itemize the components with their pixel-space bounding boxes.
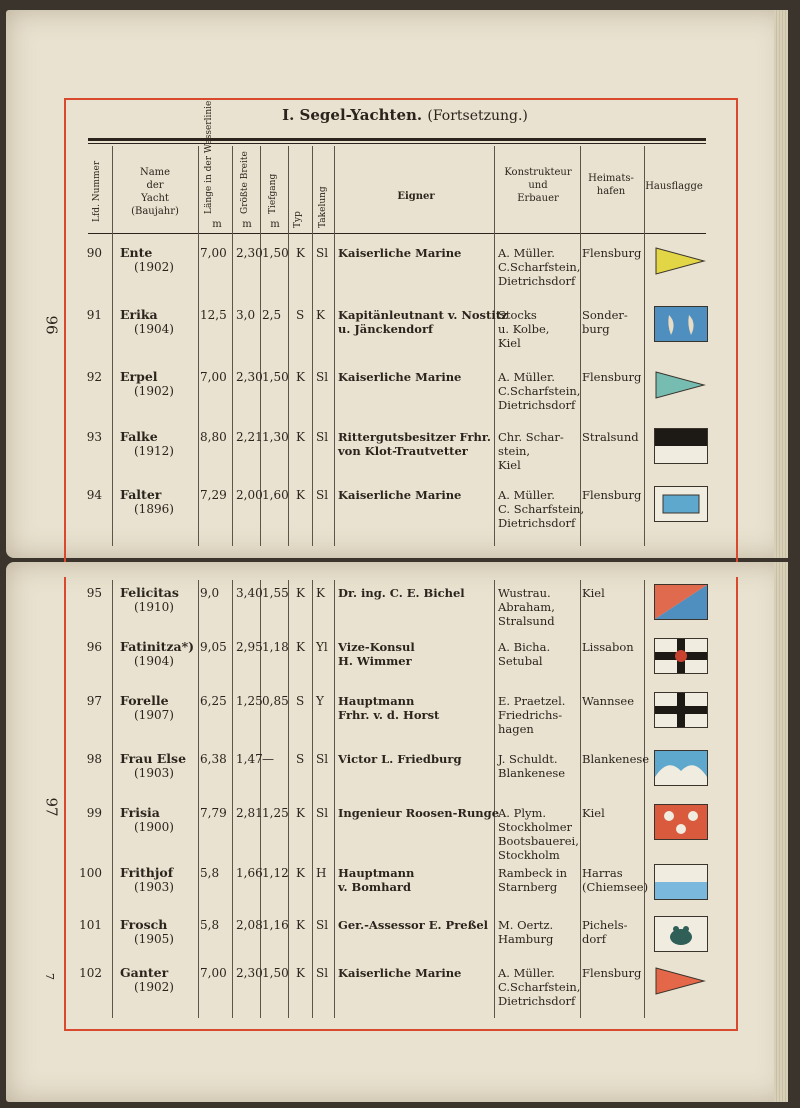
column-line bbox=[232, 146, 233, 546]
column-line bbox=[644, 146, 645, 546]
breite-value: 2,30 bbox=[236, 966, 263, 980]
header-nr: Lfd. Nummer bbox=[92, 160, 102, 222]
breite-value: 3,40 bbox=[236, 586, 263, 600]
builder-line: Dietrichsdorf bbox=[498, 516, 576, 530]
column-line bbox=[334, 146, 335, 546]
takelung-value: K bbox=[316, 586, 325, 600]
takelung-value: Sl bbox=[316, 370, 329, 384]
builder-line: A. Müller. bbox=[498, 370, 555, 384]
yacht-year: (1903) bbox=[134, 766, 174, 780]
laenge-value: 8,80 bbox=[200, 430, 227, 444]
yacht-name: Frau Else bbox=[120, 751, 187, 766]
yacht-name: Erika bbox=[120, 307, 158, 322]
builder-line: hagen bbox=[498, 722, 534, 736]
column-line bbox=[260, 146, 261, 546]
takelung-value: Sl bbox=[316, 966, 329, 980]
tiefgang-value: 2,5 bbox=[262, 308, 282, 322]
port-line: Blankenese bbox=[582, 752, 650, 766]
builder-line: Wustrau. bbox=[498, 586, 551, 600]
laenge-value: 7,00 bbox=[200, 246, 227, 260]
header-name bbox=[112, 166, 198, 218]
header-heimat bbox=[580, 172, 642, 198]
builder-line: J. Schuldt. bbox=[498, 752, 558, 766]
typ-value: K bbox=[296, 430, 305, 444]
column-line bbox=[198, 580, 199, 1018]
port-line: Kiel bbox=[582, 806, 605, 820]
typ-value: S bbox=[296, 694, 305, 708]
tiefgang-value: — bbox=[262, 752, 274, 766]
header-flagge: Hausflagge bbox=[645, 181, 703, 192]
port-line: burg bbox=[582, 322, 610, 336]
typ-value: K bbox=[296, 488, 305, 502]
port-line: Sonder- bbox=[582, 308, 628, 322]
builder-line: Stocks bbox=[498, 308, 537, 322]
page-edge bbox=[774, 562, 788, 1102]
port-line: dorf bbox=[582, 932, 607, 946]
tiefgang-value: 1,12 bbox=[262, 866, 289, 880]
header-typ: Typ bbox=[293, 211, 303, 228]
port-line: Lissabon bbox=[582, 640, 634, 654]
builder-line: A. Plym. bbox=[498, 806, 547, 820]
builder-line: Rambeck in bbox=[498, 866, 567, 880]
column-line bbox=[580, 580, 581, 1018]
owner-line: Hauptmann bbox=[338, 694, 415, 708]
builder-line: u. Kolbe, bbox=[498, 322, 550, 336]
column-line bbox=[198, 146, 199, 546]
port-line: (Chiemsee) bbox=[582, 880, 649, 894]
yacht-year: (1902) bbox=[134, 260, 174, 274]
builder-line: Stockholmer bbox=[498, 820, 573, 834]
page-number: 97 bbox=[42, 797, 61, 817]
row-number: 96 bbox=[86, 640, 102, 654]
builder-line: stein, bbox=[498, 444, 531, 458]
port-line: Harras bbox=[582, 866, 623, 880]
title-rule bbox=[88, 138, 706, 141]
house-flag-icon bbox=[654, 584, 708, 620]
yacht-year: (1904) bbox=[134, 654, 174, 668]
yacht-name: Ente bbox=[120, 245, 153, 260]
laenge-value: 9,0 bbox=[200, 586, 220, 600]
owner-line: Rittergutsbesitzer Frhr. bbox=[338, 430, 491, 444]
row-number: 92 bbox=[86, 370, 102, 384]
header-tiefgang-unit: m bbox=[270, 219, 280, 230]
row-number: 91 bbox=[86, 308, 102, 322]
port-line: Wannsee bbox=[582, 694, 635, 708]
takelung-value: Y bbox=[316, 694, 324, 708]
yacht-year: (1902) bbox=[134, 980, 174, 994]
laenge-value: 7,00 bbox=[200, 966, 227, 980]
port-line: Flensburg bbox=[582, 246, 642, 260]
breite-value: 3,0 bbox=[236, 308, 256, 322]
signature-mark: 7 bbox=[43, 973, 56, 980]
yacht-year: (1904) bbox=[134, 322, 174, 336]
tiefgang-value: 1,18 bbox=[262, 640, 289, 654]
column-line bbox=[288, 146, 289, 546]
breite-value: 2,30 bbox=[236, 370, 263, 384]
tiefgang-value: 1,30 bbox=[262, 430, 289, 444]
builder-line: Dietrichsdorf bbox=[498, 398, 576, 412]
owner-line: von Klot-Trautvetter bbox=[338, 444, 468, 458]
builder-line: Blankenese bbox=[498, 766, 566, 780]
typ-value: K bbox=[296, 586, 305, 600]
yacht-year: (1902) bbox=[134, 384, 174, 398]
column-line bbox=[312, 146, 313, 546]
tiefgang-value: 1,55 bbox=[262, 586, 289, 600]
header-heimat-line: hafen bbox=[596, 186, 626, 197]
house-flag-icon bbox=[654, 244, 706, 278]
tiefgang-value: 1,50 bbox=[262, 966, 289, 980]
laenge-value: 6,38 bbox=[200, 752, 227, 766]
laenge-value: 7,79 bbox=[200, 806, 227, 820]
header-breite-unit: m bbox=[242, 219, 252, 230]
row-number: 97 bbox=[86, 694, 102, 708]
yacht-name: Forelle bbox=[120, 693, 169, 708]
owner-line: Kaiserliche Marine bbox=[338, 966, 462, 980]
owner-line: Ger.-Assessor E. Preßel bbox=[338, 918, 489, 932]
laenge-value: 7,29 bbox=[200, 488, 227, 502]
breite-value: 2,00 bbox=[236, 488, 263, 502]
builder-line: Starnberg bbox=[498, 880, 558, 894]
owner-line: H. Wimmer bbox=[338, 654, 412, 668]
row-number: 102 bbox=[79, 966, 102, 980]
owner-line: Dr. ing. C. E. Bichel bbox=[338, 586, 465, 600]
header-takelung: Takelung bbox=[318, 186, 328, 228]
row-number: 99 bbox=[86, 806, 102, 820]
breite-value: 2,95 bbox=[236, 640, 263, 654]
yacht-name: Ganter bbox=[120, 965, 169, 980]
yacht-year: (1910) bbox=[134, 600, 174, 614]
laenge-value: 5,8 bbox=[200, 866, 220, 880]
laenge-value: 12,5 bbox=[200, 308, 227, 322]
takelung-value: Sl bbox=[316, 918, 329, 932]
takelung-value: Sl bbox=[316, 752, 329, 766]
yacht-name: Falke bbox=[120, 429, 158, 444]
builder-line: A. Bicha. bbox=[498, 640, 551, 654]
header-tiefgang: Tiefgang bbox=[268, 173, 278, 214]
port-line: Kiel bbox=[582, 586, 605, 600]
builder-line: C.Scharfstein, bbox=[498, 980, 581, 994]
header-konstrukteur-line: Konstrukteur bbox=[504, 167, 572, 178]
breite-value: 2,81 bbox=[236, 806, 263, 820]
header-heimat-line: Heimats- bbox=[588, 173, 634, 184]
builder-line: A. Müller. bbox=[498, 488, 555, 502]
page-number: 96 bbox=[42, 315, 61, 335]
typ-value: K bbox=[296, 640, 305, 654]
owner-line: u. Jänckendorf bbox=[338, 322, 433, 336]
house-flag-icon bbox=[654, 428, 708, 464]
row-number: 90 bbox=[86, 246, 102, 260]
builder-line: Kiel bbox=[498, 458, 521, 472]
builder-line: E. Praetzel. bbox=[498, 694, 566, 708]
port-line: Flensburg bbox=[582, 488, 642, 502]
header-konstrukteur-line: Erbauer bbox=[517, 193, 559, 204]
takelung-value: Sl bbox=[316, 488, 329, 502]
house-flag-icon bbox=[654, 964, 706, 998]
column-line bbox=[112, 146, 113, 546]
yacht-name: Erpel bbox=[120, 369, 158, 384]
header-name-line: Name bbox=[139, 167, 171, 178]
page-title bbox=[80, 106, 730, 124]
typ-value: K bbox=[296, 918, 305, 932]
column-line bbox=[232, 580, 233, 1018]
builder-line: M. Oertz. bbox=[498, 918, 554, 932]
yacht-year: (1912) bbox=[134, 444, 174, 458]
yacht-name: Frisia bbox=[120, 805, 160, 820]
title-note: (Fortsetzung.) bbox=[427, 108, 528, 124]
house-flag-icon bbox=[654, 638, 708, 674]
breite-value: 1,47 bbox=[236, 752, 263, 766]
tiefgang-value: 0,85 bbox=[262, 694, 289, 708]
owner-line: Frhr. v. d. Horst bbox=[338, 708, 440, 722]
header-name-line: Yacht bbox=[141, 193, 169, 204]
yacht-name: Fatinitza*) bbox=[120, 639, 195, 654]
builder-line: Hamburg bbox=[498, 932, 554, 946]
port-line: Flensburg bbox=[582, 966, 642, 980]
title-rule-thin bbox=[88, 143, 706, 144]
laenge-value: 9,05 bbox=[200, 640, 227, 654]
yacht-name: Frosch bbox=[120, 917, 168, 932]
port-line: Pichels- bbox=[582, 918, 628, 932]
yacht-year: (1905) bbox=[134, 932, 174, 946]
row-number: 98 bbox=[86, 752, 102, 766]
yacht-name: Falter bbox=[120, 487, 162, 502]
builder-line: Chr. Schar- bbox=[498, 430, 564, 444]
builder-line: C.Scharfstein, bbox=[498, 384, 581, 398]
header-name-line: der bbox=[146, 180, 164, 191]
builder-line: Dietrichsdorf bbox=[498, 274, 576, 288]
house-flag-icon bbox=[654, 804, 708, 840]
house-flag-icon bbox=[654, 306, 708, 342]
tiefgang-value: 1,60 bbox=[262, 488, 289, 502]
header-breite: Größte Breite bbox=[240, 151, 250, 214]
header-rule bbox=[88, 233, 706, 234]
builder-line: Dietrichsdorf bbox=[498, 994, 576, 1008]
tiefgang-value: 1,50 bbox=[262, 370, 289, 384]
yacht-year: (1907) bbox=[134, 708, 174, 722]
owner-line: Hauptmann bbox=[338, 866, 415, 880]
builder-line: Stockholm bbox=[498, 848, 560, 862]
row-number: 100 bbox=[79, 866, 102, 880]
header-konstrukteur bbox=[496, 166, 580, 205]
builder-line: A. Müller. bbox=[498, 246, 555, 260]
column-line bbox=[644, 580, 645, 1018]
row-number: 95 bbox=[86, 586, 102, 600]
owner-line: v. Bomhard bbox=[338, 880, 412, 894]
builder-line: Bootsbauerei, bbox=[498, 834, 579, 848]
header-eigner: Eigner bbox=[397, 191, 435, 202]
title-main: I. Segel-Yachten. bbox=[282, 106, 423, 124]
owner-line: Ingenieur Roosen-Runge bbox=[338, 806, 500, 820]
yacht-year: (1903) bbox=[134, 880, 174, 894]
typ-value: S bbox=[296, 308, 305, 322]
breite-value: 2,30 bbox=[236, 246, 263, 260]
page-96 bbox=[6, 10, 788, 558]
row-number: 94 bbox=[86, 488, 102, 502]
row-number: 101 bbox=[79, 918, 102, 932]
house-flag-icon bbox=[654, 916, 708, 952]
owner-line: Kaiserliche Marine bbox=[338, 488, 462, 502]
port-line: Stralsund bbox=[582, 430, 639, 444]
owner-line: Vize-Konsul bbox=[338, 640, 415, 654]
header-konstrukteur-line: und bbox=[528, 180, 548, 191]
typ-value: K bbox=[296, 246, 305, 260]
takelung-value: Sl bbox=[316, 430, 329, 444]
column-line bbox=[494, 146, 495, 546]
yacht-name: Felicitas bbox=[120, 585, 179, 600]
page-edge bbox=[774, 10, 788, 558]
breite-value: 1,66 bbox=[236, 866, 263, 880]
house-flag-icon bbox=[654, 750, 708, 786]
takelung-value: H bbox=[316, 866, 327, 880]
builder-line: C. Scharfstein, bbox=[498, 502, 585, 516]
typ-value: K bbox=[296, 966, 305, 980]
owner-line: Kaiserliche Marine bbox=[338, 246, 462, 260]
builder-line: Setubal bbox=[498, 654, 543, 668]
builder-line: A. Müller. bbox=[498, 966, 555, 980]
builder-line: Friedrichs- bbox=[498, 708, 563, 722]
column-line bbox=[312, 580, 313, 1018]
owner-line: Kaiserliche Marine bbox=[338, 370, 462, 384]
house-flag-icon bbox=[654, 692, 708, 728]
yacht-year: (1900) bbox=[134, 820, 174, 834]
port-line: Flensburg bbox=[582, 370, 642, 384]
builder-line: Abraham, bbox=[498, 600, 555, 614]
header-laenge: Länge in der Wasserlinie bbox=[204, 100, 214, 214]
row-number: 93 bbox=[86, 430, 102, 444]
tiefgang-value: 1,25 bbox=[262, 806, 289, 820]
builder-line: Kiel bbox=[498, 336, 521, 350]
yacht-name: Frithjof bbox=[120, 865, 174, 880]
house-flag-icon bbox=[654, 368, 706, 402]
column-line bbox=[112, 580, 113, 1018]
takelung-value: Sl bbox=[316, 806, 329, 820]
takelung-value: K bbox=[316, 308, 325, 322]
laenge-value: 7,00 bbox=[200, 370, 227, 384]
typ-value: K bbox=[296, 806, 305, 820]
house-flag-icon bbox=[654, 486, 708, 522]
takelung-value: Yl bbox=[316, 640, 328, 654]
breite-value: 1,25 bbox=[236, 694, 263, 708]
tiefgang-value: 1,50 bbox=[262, 246, 289, 260]
typ-value: S bbox=[296, 752, 305, 766]
laenge-value: 5,8 bbox=[200, 918, 220, 932]
column-line bbox=[580, 146, 581, 546]
column-line bbox=[334, 580, 335, 1018]
builder-line: Stralsund bbox=[498, 614, 555, 628]
breite-value: 2,21 bbox=[236, 430, 263, 444]
owner-line: Victor L. Friedburg bbox=[338, 752, 462, 766]
column-line bbox=[494, 580, 495, 1018]
laenge-value: 6,25 bbox=[200, 694, 227, 708]
typ-value: K bbox=[296, 370, 305, 384]
yacht-year: (1896) bbox=[134, 502, 174, 516]
typ-value: K bbox=[296, 866, 305, 880]
builder-line: C.Scharfstein, bbox=[498, 260, 581, 274]
owner-line: Kapitänleutnant v. Nostitz bbox=[338, 308, 508, 322]
header-laenge-unit: m bbox=[212, 219, 222, 230]
tiefgang-value: 1,16 bbox=[262, 918, 289, 932]
takelung-value: Sl bbox=[316, 246, 329, 260]
breite-value: 2,08 bbox=[236, 918, 263, 932]
house-flag-icon bbox=[654, 864, 708, 900]
header-name-line: (Baujahr) bbox=[131, 206, 179, 217]
